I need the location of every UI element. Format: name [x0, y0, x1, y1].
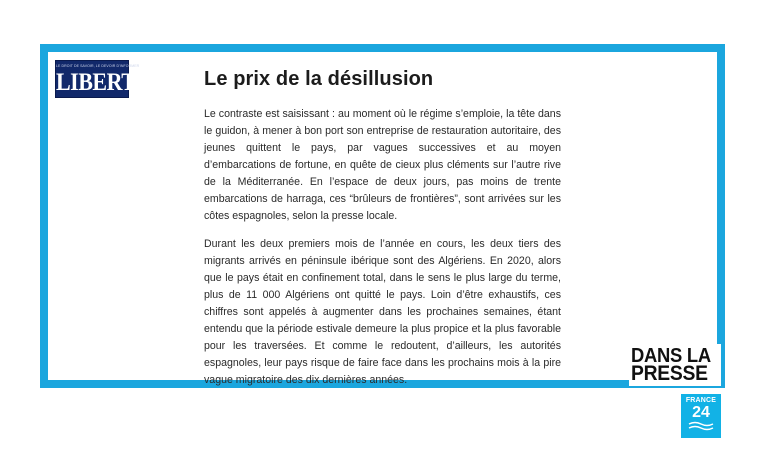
france24-logo-number: 24: [692, 404, 710, 421]
badge-line2: PRESSE: [631, 362, 708, 385]
wave-icon: [687, 421, 715, 431]
logo-tagline: LE DROIT DE SAVOIR, LE DEVOIR D'INFORMER: [56, 64, 140, 68]
article-body: [204, 106, 561, 400]
article-paragraph: Durant les deux premiers mois de l’année en cours, les deux tiers des migrants arrivés en péninsule ibérique sont des Algériens. En 2020, alors que le pays était en confinement total, dans le sens le plus large du terme, plus de 11 000 Algériens ont quitté le pays. Loin d’être exhaustifs, ces chiffres sont appelés à augmenter dans les prochaines semaines, étant entendu que la période estivale demeure la plus propice et la plus favorable pour les traversées. Et comme le redoutent, d’ailleurs, les autorités espagnoles, leur pays risque de faire face dans les prochains mois à la pire vague migratoire des dix dernières années.: [204, 238, 561, 386]
article-title: Le prix de la désillusion: [204, 68, 434, 90]
article-paragraph: Le contraste est saisissant : au moment où le régime s’emploie, la tête dans le guidon, à mener à bon port son entreprise de restauration autoritaire, des jeunes quittent le pays, par vagues successives et au moyen d’embarcations de fortune, en quête de cieux plus cléments sur l’autre rive de la Méditerranée. En l’espace de deux jours, pas moins de trente embarcations de harraga, ces “brûleurs de frontières”, sont arrivées sur les côtes espagnoles, selon la presse locale.: [204, 108, 561, 222]
logo-name: LIBERTE: [56, 67, 150, 96]
france24-logo-top: FRANCE: [685, 397, 717, 404]
france24-logo: [681, 394, 721, 438]
dans-la-presse-badge: [629, 344, 721, 386]
badge-line1: DANS LA: [631, 345, 711, 367]
liberte-newspaper-logo: [55, 60, 150, 98]
